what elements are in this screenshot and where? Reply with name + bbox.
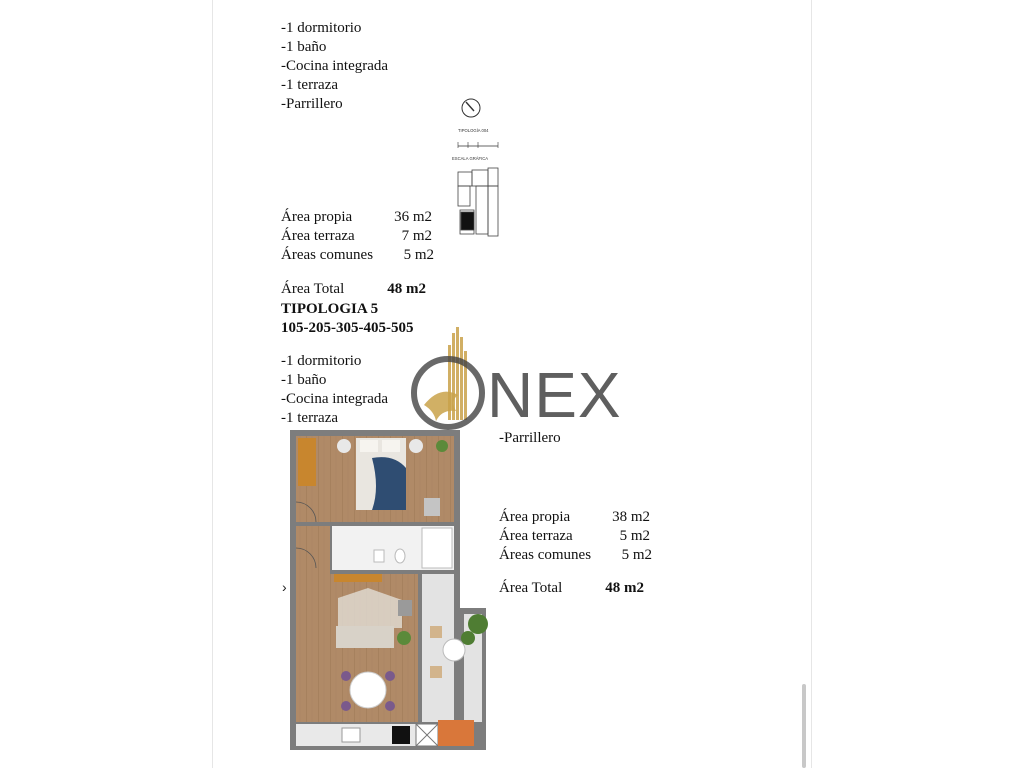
total-label: Área Total	[281, 281, 345, 297]
feature-item: -Cocina integrada	[281, 391, 389, 407]
area-value: 38 m2	[612, 509, 650, 525]
toilet	[395, 549, 405, 563]
feature-item: -1 baño	[281, 372, 327, 388]
area-label: Áreas comunes	[499, 547, 592, 563]
bed-icon	[356, 438, 406, 510]
sink	[374, 550, 384, 562]
terrace-table	[443, 639, 465, 661]
scrollbar-thumb[interactable]	[802, 684, 806, 768]
area-label: Áreas comunes	[281, 247, 374, 263]
area-label: Área terraza	[281, 228, 355, 244]
typology-title: TIPOLOGIA 5	[281, 301, 379, 317]
feature-item: -1 baño	[281, 39, 327, 55]
kitchen-sink	[342, 728, 360, 742]
total-value: 48 m2	[605, 580, 644, 596]
tv-unit	[334, 574, 382, 582]
chair	[385, 671, 395, 681]
plant-icon	[397, 631, 411, 645]
floor-plan-image	[282, 428, 502, 754]
chair	[341, 701, 351, 711]
wardrobe	[298, 438, 316, 486]
terrace-chair	[430, 626, 442, 638]
area-value: 7 m2	[401, 228, 432, 244]
area-value: 5 m2	[403, 247, 434, 263]
area-value: 36 m2	[394, 209, 432, 225]
nightstand-lamp	[409, 439, 423, 453]
area-label: Área terraza	[499, 528, 573, 544]
area-value: 5 m2	[619, 528, 650, 544]
location-minimap	[450, 94, 506, 244]
logo-text: NEX	[487, 359, 622, 431]
total-label: Área Total	[499, 580, 563, 596]
parrillero-grill	[438, 720, 474, 746]
minimap-title: TIPOLOGÍA 004	[458, 128, 489, 133]
feature-item: -1 dormitorio	[281, 20, 362, 36]
feature-item: -1 dormitorio	[281, 353, 362, 369]
area-label: Área propia	[281, 209, 353, 225]
floor-key-plan	[458, 168, 498, 236]
feature-item: -Cocina integrada	[281, 58, 389, 74]
typology-units: 105-205-305-405-505	[281, 320, 414, 336]
cooktop	[392, 726, 410, 744]
plant-icon	[436, 440, 448, 452]
area-label: Área propia	[499, 509, 571, 525]
chair	[385, 701, 395, 711]
total-value: 48 m2	[387, 281, 426, 297]
hallway-floor	[296, 526, 330, 722]
sofa	[336, 626, 394, 648]
dining-table	[350, 672, 386, 708]
feature-item: -1 terraza	[281, 77, 339, 93]
nightstand-lamp	[337, 439, 351, 453]
area-value: 5 m2	[621, 547, 652, 563]
scale-bar	[458, 142, 498, 148]
scale-label: ESCALA GRÁFICA	[452, 156, 489, 161]
entrance-arrow-icon: ›	[282, 579, 287, 595]
shower-tub	[422, 528, 452, 568]
compass-icon	[462, 99, 480, 117]
terrace-chair	[430, 666, 442, 678]
feature-item: -Parrillero	[281, 96, 343, 112]
chair	[341, 671, 351, 681]
armchair	[398, 600, 412, 616]
feature-item: -1 terraza	[281, 410, 339, 426]
chair	[424, 498, 440, 516]
feature-item: -Parrillero	[499, 430, 561, 446]
